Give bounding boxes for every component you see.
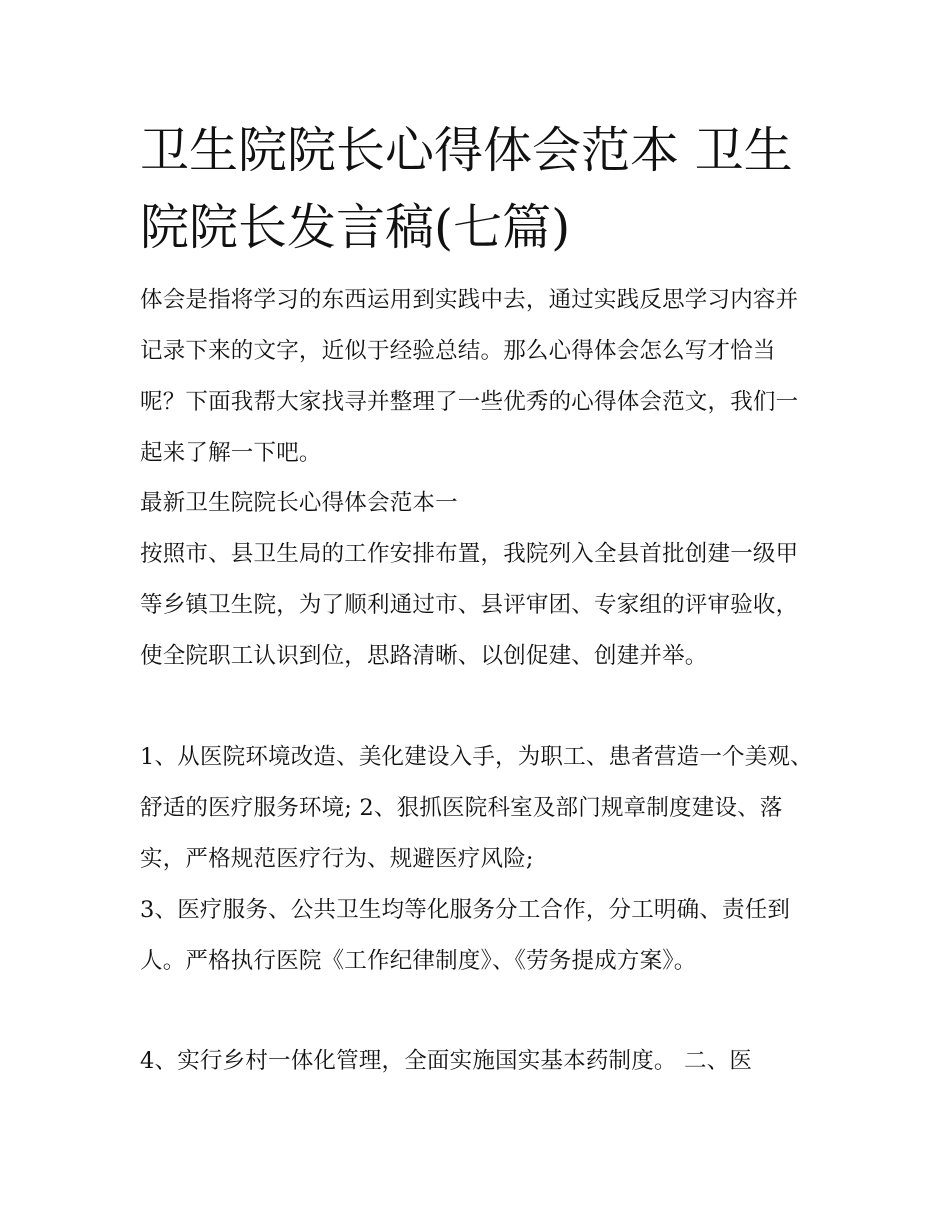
document-title: 卫生院院长心得体会范本 卫生院院长发言稿(七篇) <box>140 122 793 256</box>
paragraph-1: 按照市、县卫生局的工作安排布置，我院列入全县首批创建一级甲等乡镇卫生院，为了顺利通过市、县评审团、专家组的评审验收，使全院职工认识到位，思路清晰、以创促建、创建并举。 <box>140 541 799 669</box>
intro-paragraph: 体会是指将学习的东西运用到实践中去，通过实践反思学习内容并记录下来的文字，近似于经验总结。那么心得体会怎么写才恰当呢？下面我帮大家找寻并整理了一些优秀的心得体会范文，我们一起来了解一下吧。 <box>140 287 799 466</box>
section-heading: 最新卫生院院长心得体会范本一 <box>140 490 458 516</box>
list-item-1-2: 1、从医院环境改造、美化建设入手，为职工、患者营造一个美观、舒适的医疗服务环境; 2、狠抓医院科室及部门规章制度建设、落实，严格规范医疗行为、规避医疗风险; <box>140 744 813 872</box>
list-item-3: 3、医疗服务、公共卫生均等化服务分工合作，分工明确、责任到人。严格执行医院《工作纪律制度》、《劳务提成方案》。 <box>140 897 791 974</box>
list-item-4: 4、实行乡村一体化管理，全面实施国实基本药制度。 二、医 <box>140 1048 753 1074</box>
